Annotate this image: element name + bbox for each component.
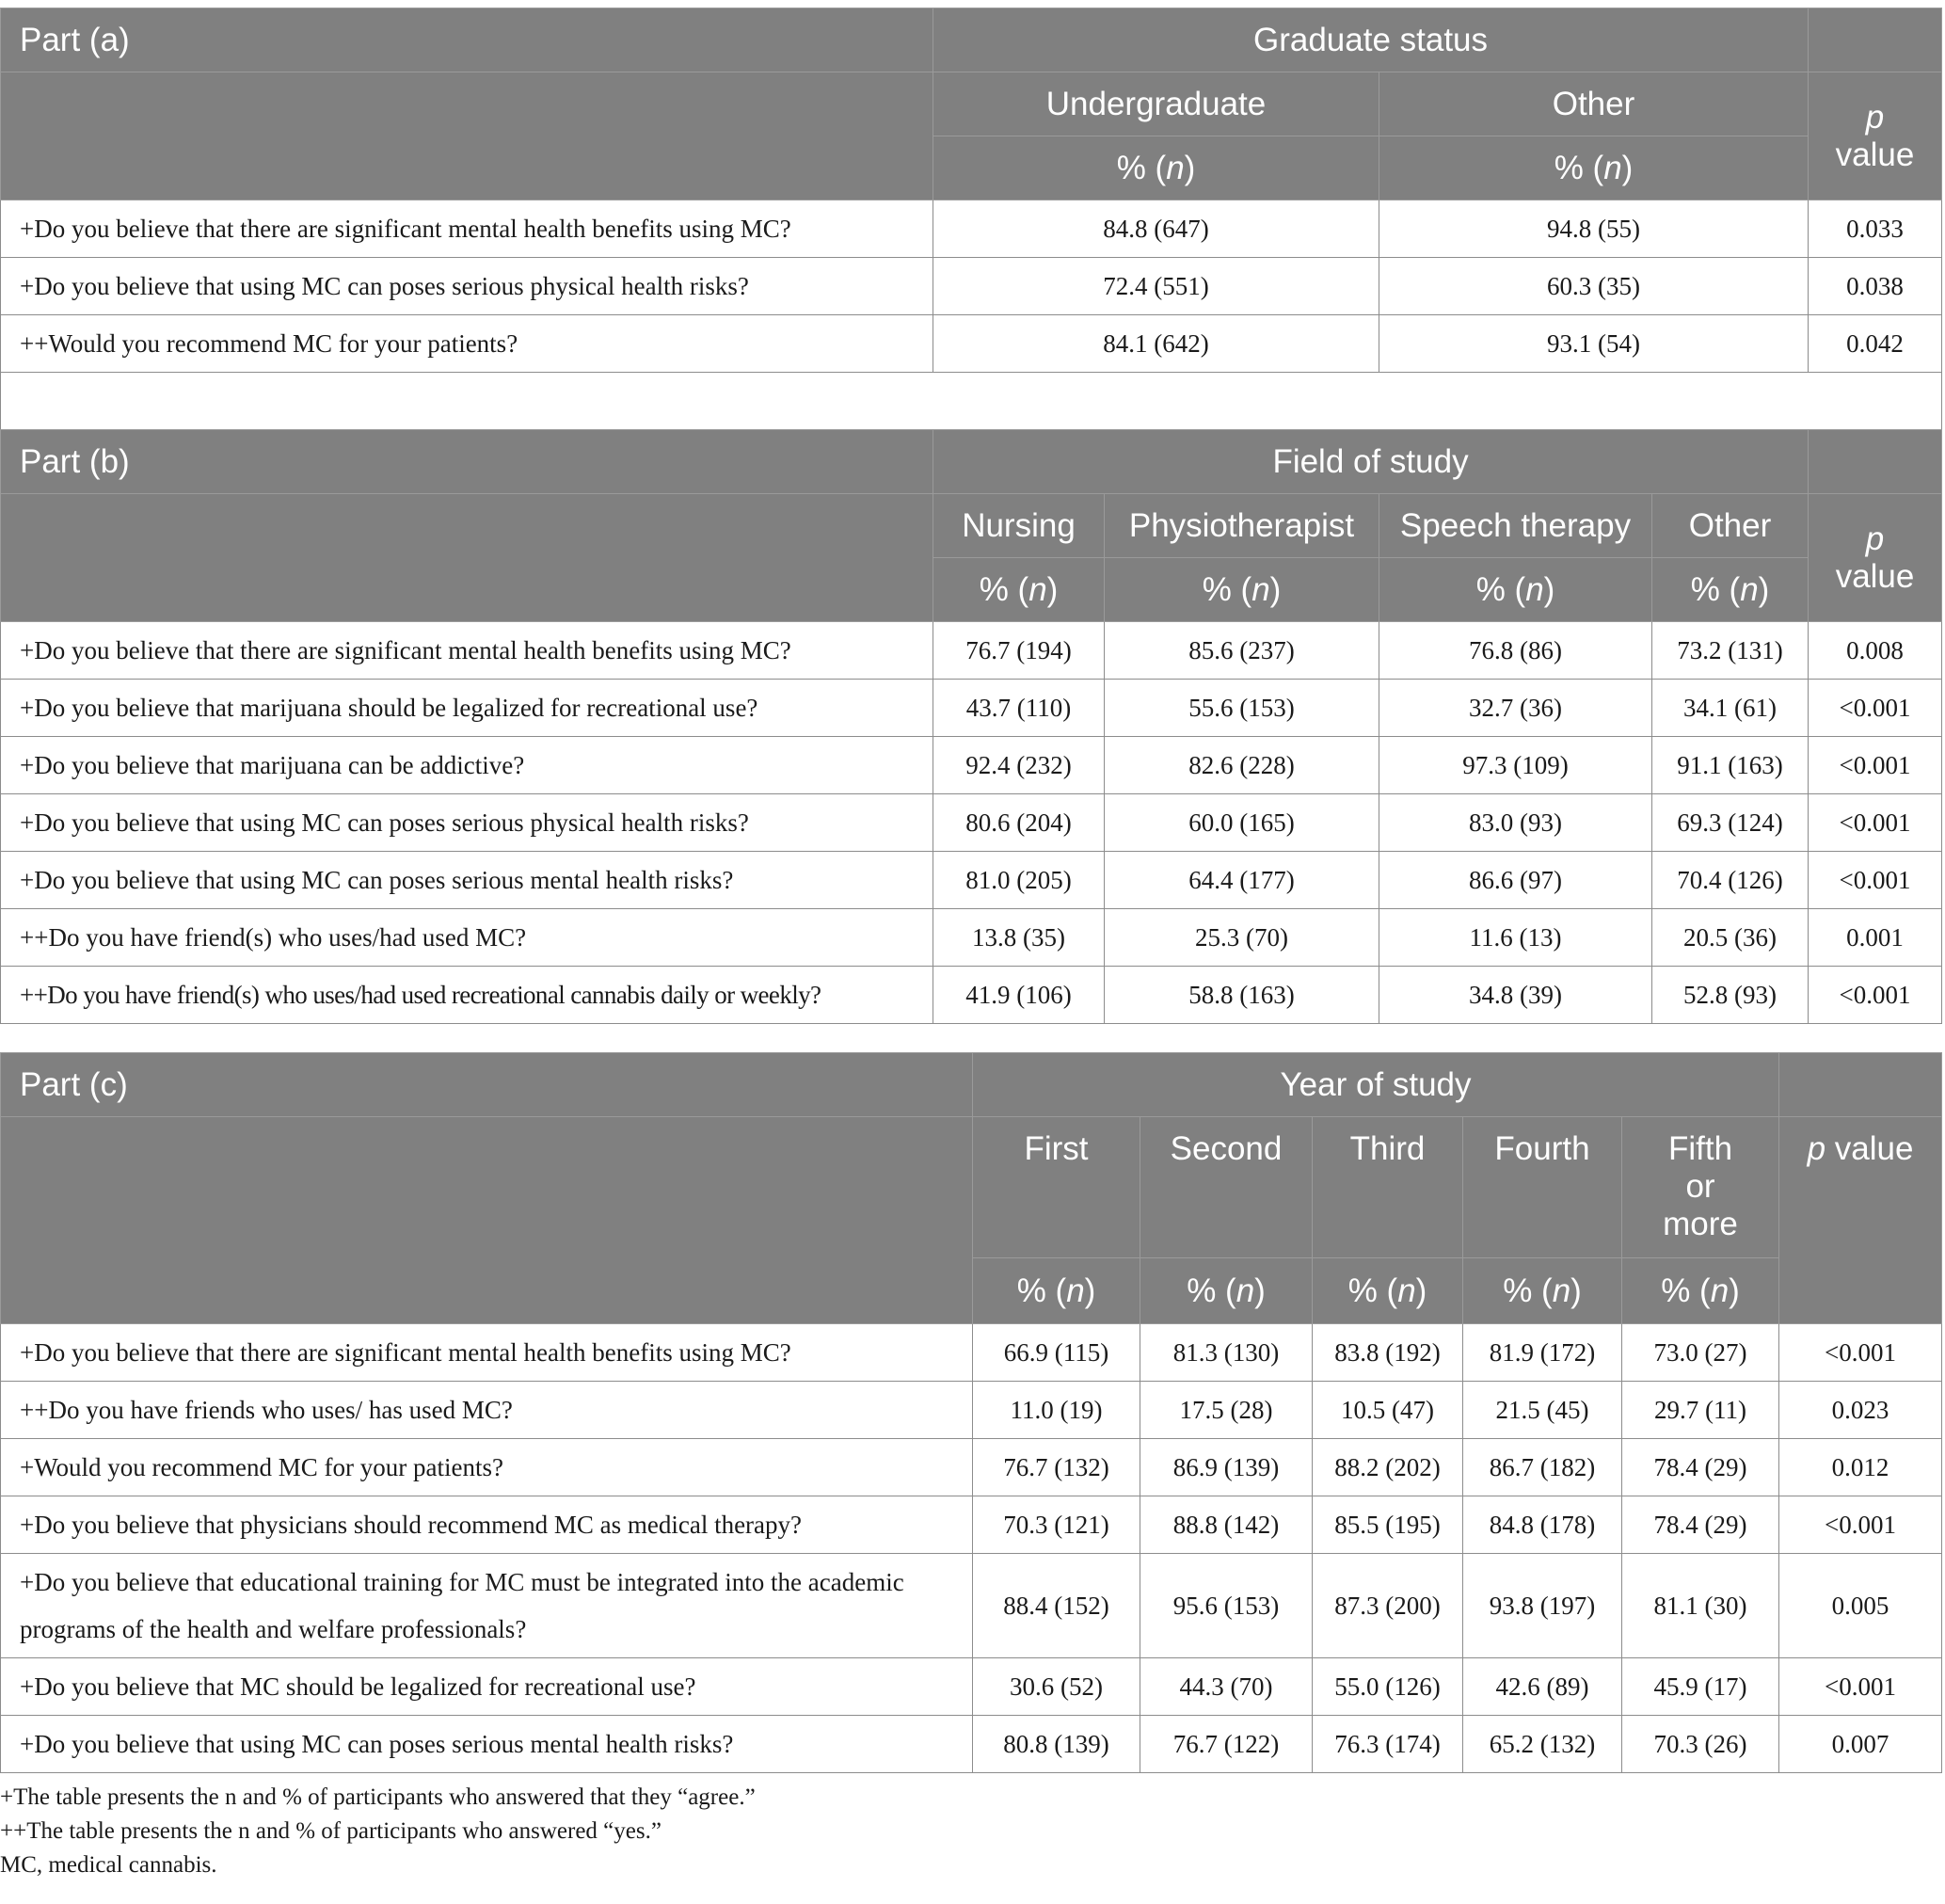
value-cell: 78.4 (29) xyxy=(1622,1496,1779,1554)
question-cell: ++Do you have friend(s) who uses/had used MC? xyxy=(1,909,933,967)
value-cell: 41.9 (106) xyxy=(933,967,1105,1024)
value-cell: 43.7 (110) xyxy=(933,680,1105,737)
part-b-group-header: Field of study xyxy=(933,430,1809,494)
value-cell: 13.8 (35) xyxy=(933,909,1105,967)
spacer-row xyxy=(1,373,1942,430)
value-cell: 93.8 (197) xyxy=(1463,1554,1622,1658)
value-cell: 69.3 (124) xyxy=(1652,794,1809,852)
value-cell: 80.8 (139) xyxy=(973,1716,1140,1773)
table-row xyxy=(1,200,1942,258)
value-cell: 32.7 (36) xyxy=(1379,680,1652,737)
question-cell: +Do you believe that marijuana should be legalized for recreational use? xyxy=(1,680,933,737)
value-cell: 60.0 (165) xyxy=(1105,794,1379,852)
p-value-header: p value xyxy=(1779,1117,1942,1324)
part-c-title: Part (c) xyxy=(1,1053,973,1117)
value-cell: 83.0 (93) xyxy=(1379,794,1652,852)
col-header: Physiotherapist xyxy=(1105,494,1379,558)
table-row xyxy=(1,967,1942,1024)
table-row xyxy=(1,909,1942,967)
value-cell: 42.6 (89) xyxy=(1463,1658,1622,1716)
subheader: % (n) xyxy=(1105,558,1379,622)
table-row xyxy=(1,258,1942,315)
value-cell: 88.2 (202) xyxy=(1313,1439,1463,1496)
table-row xyxy=(1,1716,1942,1773)
value-cell: 86.6 (97) xyxy=(1379,852,1652,909)
value-cell: 34.8 (39) xyxy=(1379,967,1652,1024)
value-cell: 81.3 (130) xyxy=(1140,1324,1313,1382)
value-cell: 86.9 (139) xyxy=(1140,1439,1313,1496)
question-cell: ++Do you have friends who uses/ has used MC? xyxy=(1,1382,973,1439)
question-cell: +Would you recommend MC for your patients? xyxy=(1,1439,973,1496)
p-value-header: p value xyxy=(1809,72,1942,200)
part-b-title: Part (b) xyxy=(1,430,933,494)
col-header: First xyxy=(973,1117,1140,1258)
question-cell: +Do you believe that physicians should recommend MC as medical therapy? xyxy=(1,1496,973,1554)
p-value-cell: <0.001 xyxy=(1779,1658,1942,1716)
part-a-table xyxy=(0,8,1942,429)
question-cell: +Do you believe that using MC can poses serious mental health risks? xyxy=(1,1716,973,1773)
value-cell: 20.5 (36) xyxy=(1652,909,1809,967)
table-row xyxy=(1,680,1942,737)
value-cell: 81.0 (205) xyxy=(933,852,1105,909)
part-b-table xyxy=(0,429,1942,1024)
subheader: % (n) xyxy=(933,558,1105,622)
question-cell: +Do you believe that educational training for MC must be integrated into the academic programs of the health and welfare professionals? xyxy=(1,1554,973,1658)
value-cell: 55.0 (126) xyxy=(1313,1658,1463,1716)
value-cell: 82.6 (228) xyxy=(1105,737,1379,794)
value-cell: 44.3 (70) xyxy=(1140,1658,1313,1716)
p-value-cell: <0.001 xyxy=(1779,1496,1942,1554)
subheader: % (n) xyxy=(1652,558,1809,622)
value-cell: 85.5 (195) xyxy=(1313,1496,1463,1554)
value-cell: 29.7 (11) xyxy=(1622,1382,1779,1439)
value-cell: 88.4 (152) xyxy=(973,1554,1140,1658)
value-cell: 25.3 (70) xyxy=(1105,909,1379,967)
p-value-cell: <0.001 xyxy=(1809,680,1942,737)
value-cell: 70.3 (26) xyxy=(1622,1716,1779,1773)
value-cell: 76.7 (122) xyxy=(1140,1716,1313,1773)
value-cell: 52.8 (93) xyxy=(1652,967,1809,1024)
p-value-cell: <0.001 xyxy=(1809,737,1942,794)
table-row xyxy=(1,1496,1942,1554)
value-cell: 10.5 (47) xyxy=(1313,1382,1463,1439)
table-row xyxy=(1,794,1942,852)
table-row xyxy=(1,852,1942,909)
value-cell: 11.6 (13) xyxy=(1379,909,1652,967)
subheader: % (n) xyxy=(1463,1258,1622,1324)
col-header: Fourth xyxy=(1463,1117,1622,1258)
value-cell: 21.5 (45) xyxy=(1463,1382,1622,1439)
subheader: % (n) xyxy=(933,136,1379,200)
value-cell: 66.9 (115) xyxy=(973,1324,1140,1382)
value-cell: 87.3 (200) xyxy=(1313,1554,1463,1658)
value-cell: 73.2 (131) xyxy=(1652,622,1809,680)
table-row xyxy=(1,1382,1942,1439)
p-value-cell: <0.001 xyxy=(1809,967,1942,1024)
question-cell: +Do you believe that using MC can poses serious mental health risks? xyxy=(1,852,933,909)
table-row xyxy=(1,1324,1942,1382)
table-footnotes xyxy=(0,1781,1941,1882)
p-value-cell: 0.038 xyxy=(1809,258,1942,315)
p-value-cell: <0.001 xyxy=(1809,852,1942,909)
p-value-cell: <0.001 xyxy=(1779,1324,1942,1382)
value-cell: 60.3 (35) xyxy=(1379,258,1809,315)
value-cell: 81.9 (172) xyxy=(1463,1324,1622,1382)
subheader: % (n) xyxy=(1622,1258,1779,1324)
p-value-cell: 0.012 xyxy=(1779,1439,1942,1496)
part-a-title: Part (a) xyxy=(1,8,933,72)
value-cell: 84.8 (647) xyxy=(933,200,1379,258)
value-cell: 86.7 (182) xyxy=(1463,1439,1622,1496)
col-header: Third xyxy=(1313,1117,1463,1258)
value-cell: 45.9 (17) xyxy=(1622,1658,1779,1716)
value-cell: 11.0 (19) xyxy=(973,1382,1140,1439)
part-a-group-header: Graduate status xyxy=(933,8,1809,72)
p-value-header: p value xyxy=(1809,494,1942,622)
p-value-cell: 0.033 xyxy=(1809,200,1942,258)
question-cell: +Do you believe that marijuana can be addictive? xyxy=(1,737,933,794)
col-header: Speech therapy xyxy=(1379,494,1652,558)
footnote: ++The table presents the n and % of participants who answered “yes.” xyxy=(0,1818,662,1844)
value-cell: 93.1 (54) xyxy=(1379,315,1809,373)
value-cell: 58.8 (163) xyxy=(1105,967,1379,1024)
p-value-cell: <0.001 xyxy=(1809,794,1942,852)
question-cell: +Do you believe that there are significant mental health benefits using MC? xyxy=(1,200,933,258)
question-cell: +Do you believe that MC should be legalized for recreational use? xyxy=(1,1658,973,1716)
col-header: Fifth or more xyxy=(1622,1117,1779,1258)
footnote: +The table presents the n and % of participants who answered that they “agree.” xyxy=(0,1784,756,1810)
results-table xyxy=(0,8,1941,1882)
p-value-cell: 0.001 xyxy=(1809,909,1942,967)
value-cell: 80.6 (204) xyxy=(933,794,1105,852)
subheader: % (n) xyxy=(1379,558,1652,622)
value-cell: 83.8 (192) xyxy=(1313,1324,1463,1382)
value-cell: 76.7 (194) xyxy=(933,622,1105,680)
subheader: % (n) xyxy=(1313,1258,1463,1324)
table-row xyxy=(1,1658,1942,1716)
value-cell: 81.1 (30) xyxy=(1622,1554,1779,1658)
value-cell: 76.3 (174) xyxy=(1313,1716,1463,1773)
table-row xyxy=(1,737,1942,794)
p-value-cell: 0.042 xyxy=(1809,315,1942,373)
value-cell: 65.2 (132) xyxy=(1463,1716,1622,1773)
question-cell: ++Do you have friend(s) who uses/had used recreational cannabis daily or weekly? xyxy=(1,967,933,1024)
value-cell: 95.6 (153) xyxy=(1140,1554,1313,1658)
part-c-table xyxy=(0,1052,1942,1773)
value-cell: 34.1 (61) xyxy=(1652,680,1809,737)
table-row xyxy=(1,1439,1942,1496)
subheader: % (n) xyxy=(1379,136,1809,200)
value-cell: 30.6 (52) xyxy=(973,1658,1140,1716)
p-value-cell: 0.005 xyxy=(1779,1554,1942,1658)
col-header: Other xyxy=(1652,494,1809,558)
value-cell: 94.8 (55) xyxy=(1379,200,1809,258)
p-value-cell: 0.023 xyxy=(1779,1382,1942,1439)
part-c-group-header: Year of study xyxy=(973,1053,1779,1117)
value-cell: 78.4 (29) xyxy=(1622,1439,1779,1496)
value-cell: 70.3 (121) xyxy=(973,1496,1140,1554)
question-cell: +Do you believe that there are significant mental health benefits using MC? xyxy=(1,1324,973,1382)
value-cell: 73.0 (27) xyxy=(1622,1324,1779,1382)
value-cell: 70.4 (126) xyxy=(1652,852,1809,909)
value-cell: 84.1 (642) xyxy=(933,315,1379,373)
p-value-cell: 0.008 xyxy=(1809,622,1942,680)
question-cell: +Do you believe that using MC can poses serious physical health risks? xyxy=(1,258,933,315)
table-row xyxy=(1,1554,1942,1658)
table-row xyxy=(1,622,1942,680)
value-cell: 76.8 (86) xyxy=(1379,622,1652,680)
question-cell: ++Would you recommend MC for your patients? xyxy=(1,315,933,373)
question-cell: +Do you believe that there are significant mental health benefits using MC? xyxy=(1,622,933,680)
value-cell: 88.8 (142) xyxy=(1140,1496,1313,1554)
col-header: Second xyxy=(1140,1117,1313,1258)
value-cell: 76.7 (132) xyxy=(973,1439,1140,1496)
value-cell: 92.4 (232) xyxy=(933,737,1105,794)
col-header: Other xyxy=(1379,72,1809,136)
footnote: MC, medical cannabis. xyxy=(0,1852,217,1878)
col-header: Nursing xyxy=(933,494,1105,558)
value-cell: 17.5 (28) xyxy=(1140,1382,1313,1439)
value-cell: 72.4 (551) xyxy=(933,258,1379,315)
value-cell: 91.1 (163) xyxy=(1652,737,1809,794)
subheader: % (n) xyxy=(973,1258,1140,1324)
col-header: Undergraduate xyxy=(933,72,1379,136)
value-cell: 85.6 (237) xyxy=(1105,622,1379,680)
value-cell: 97.3 (109) xyxy=(1379,737,1652,794)
value-cell: 55.6 (153) xyxy=(1105,680,1379,737)
value-cell: 84.8 (178) xyxy=(1463,1496,1622,1554)
value-cell: 64.4 (177) xyxy=(1105,852,1379,909)
question-cell: +Do you believe that using MC can poses serious physical health risks? xyxy=(1,794,933,852)
subheader: % (n) xyxy=(1140,1258,1313,1324)
p-value-cell: 0.007 xyxy=(1779,1716,1942,1773)
table-row xyxy=(1,315,1942,373)
